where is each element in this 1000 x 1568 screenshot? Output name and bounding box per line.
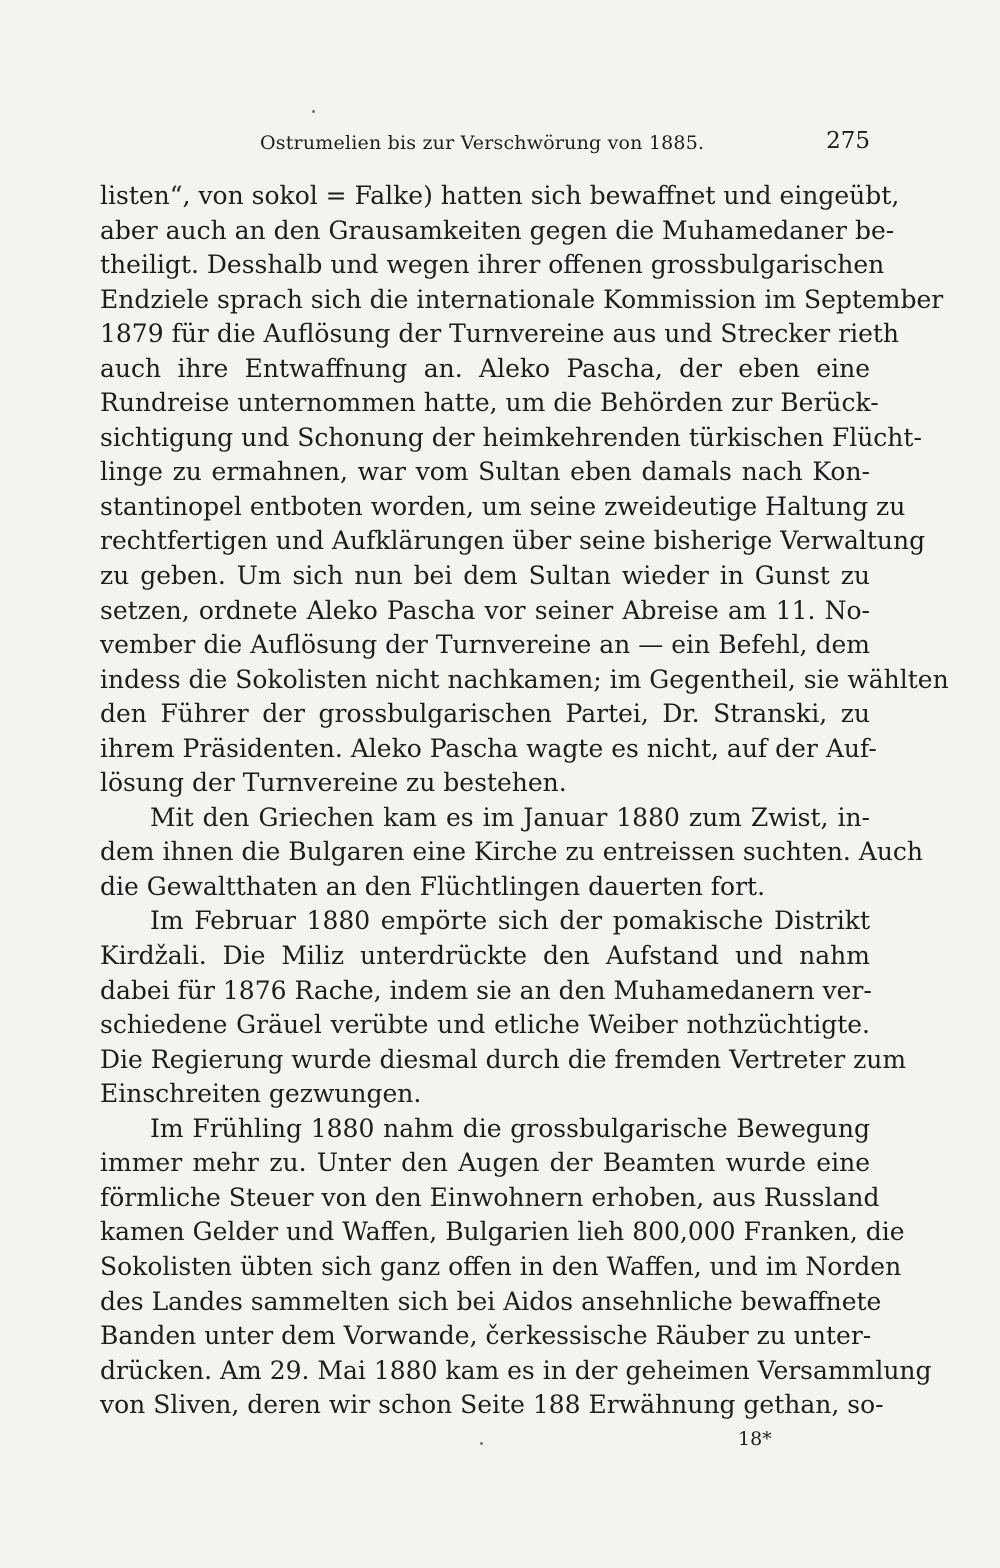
paragraph-start: Im Februar 1880 empörte sich der pomakische Distrikt xyxy=(150,906,870,936)
text-line: von Sliven, deren wir schon Seite 188 Erwähnung gethan, so- xyxy=(100,1390,884,1420)
text-line: kamen Gelder und Waffen, Bulgarien lieh 800,000 Franken, die xyxy=(100,1217,905,1247)
text-line: Endziele sprach sich die internationale Kommission im September xyxy=(100,284,944,314)
page-header xyxy=(100,128,870,164)
paragraph-start: Im Frühling 1880 nahm die grossbulgarische Bewegung xyxy=(150,1113,870,1143)
text-line: Einschreiten gezwungen. xyxy=(100,1079,422,1109)
text-line: den Führer der grossbulgarischen Partei, Dr. Stranski, zu xyxy=(100,699,870,729)
text-line: stantinopel entboten worden, um seine zweideutige Haltung zu xyxy=(100,491,906,521)
page-number: 275 xyxy=(826,128,870,154)
paper-speck xyxy=(312,110,315,113)
text-line: die Gewaltthaten an den Flüchtlingen dauerten fort. xyxy=(100,871,766,901)
text-line: Kirdžali. Die Miliz unterdrückte den Aufstand und nahm xyxy=(100,941,870,971)
text-line: drücken. Am 29. Mai 1880 kam es in der geheimen Versammlung xyxy=(100,1355,932,1385)
text-line: rechtfertigen und Aufklärungen über seine bisherige Verwaltung xyxy=(100,526,926,556)
running-head: Ostrumelien bis zur Verschwörung von 1885. xyxy=(260,132,705,154)
text-line: dabei für 1876 Rache, indem sie an den Muhamedanern ver- xyxy=(100,975,872,1005)
text-line: Rundreise unternommen hatte, um die Behörden zur Berück- xyxy=(100,388,879,418)
text-line: auch ihre Entwaffnung an. Aleko Pascha, der eben eine xyxy=(100,353,870,383)
text-line: zu geben. Um sich nun bei dem Sultan wieder in Gunst zu xyxy=(100,561,870,591)
text-line: lösung der Turnvereine zu bestehen. xyxy=(100,768,567,798)
body-text xyxy=(100,179,949,1423)
text-line: Die Regierung wurde diesmal durch die fremden Vertreter zum xyxy=(100,1044,907,1074)
text-line: linge zu ermahnen, war vom Sultan eben damals nach Kon- xyxy=(100,457,870,487)
text-line: Sokolisten übten sich ganz offen in den Waffen, und im Norden xyxy=(100,1251,902,1281)
text-line: 1879 für die Auflösung der Turnvereine aus und Strecker rieth xyxy=(100,319,900,349)
text-line: listen“, von sokol = Falke) hatten sich bewaffnet und eingeübt, xyxy=(100,181,900,210)
text-line: theiligt. Desshalb und wegen ihrer offenen grossbulgarischen xyxy=(100,250,885,280)
signature-mark: 18* xyxy=(738,1428,772,1450)
text-line: dem ihnen die Bulgaren eine Kirche zu entreissen suchten. Auch xyxy=(100,837,924,867)
paper-speck xyxy=(480,1442,483,1445)
text-line: sichtigung und Schonung der heimkehrenden türkischen Flücht- xyxy=(100,422,922,452)
text-line: ihrem Präsidenten. Aleko Pascha wagte es nicht, auf der Auf- xyxy=(100,733,877,763)
text-line: indess die Sokolisten nicht nachkamen; im Gegentheil, sie wählten xyxy=(100,664,949,694)
text-line: förmliche Steuer von den Einwohnern erhoben, aus Russland xyxy=(100,1182,880,1212)
text-line: aber auch an den Grausamkeiten gegen die Muhamedaner be- xyxy=(100,215,895,245)
paragraph-start: Mit den Griechen kam es im Januar 1880 zum Zwist, in- xyxy=(150,802,870,832)
text-line: vember die Auflösung der Turnvereine an — ein Befehl, dem xyxy=(100,630,870,660)
text-line: immer mehr zu. Unter den Augen der Beamten wurde eine xyxy=(100,1148,870,1178)
text-line: setzen, ordnete Aleko Pascha vor seiner Abreise am 11. No- xyxy=(100,595,870,625)
text-line: des Landes sammelten sich bei Aidos ansehnliche bewaffnete xyxy=(100,1286,882,1316)
text-line: schiedene Gräuel verübte und etliche Weiber nothzüchtigte. xyxy=(100,1010,870,1040)
text-line: Banden unter dem Vorwande, čerkessische Räuber zu unter- xyxy=(100,1321,872,1351)
